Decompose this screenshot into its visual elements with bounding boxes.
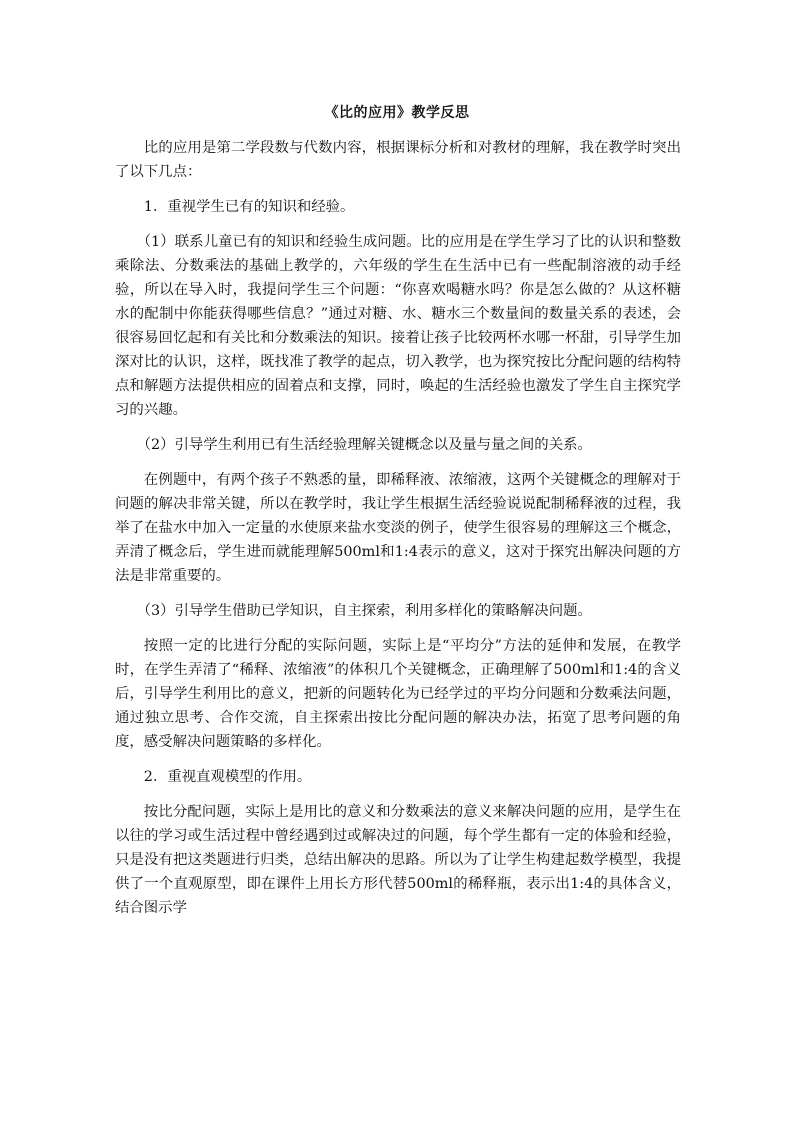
heading-point-1-2: （2）引导学生利用已有生活经验理解关键概念以及量与量之间的关系。 xyxy=(136,437,592,453)
paragraph-point-1-2: 在例题中，有两个孩子不熟悉的量，即稀释液、浓缩液，这两个关键概念的理解对于问题的解决非常关键，所以在教学时，我让学生根据生活经验说说配制稀释液的过程，我举了在盐水中加入一定量的水使原来盐水变淡的例子，使学生很容易的理解这三个概念，弄清了概念后，学生进而就能理解500ml和1:4表示的意义，这对于探究出解决问题的方法是非常重要的。 xyxy=(115,472,681,584)
heading-point-1: 1．重视学生已有的知识和经验。 xyxy=(143,199,355,215)
document-title: 《比的应用》教学反思 xyxy=(324,105,470,121)
paragraph-point-2: 按比分配问题，实际上是用比的意义和分数乘法的意义来解决问题的应用，是学生在以往的学习或生活过程中曾经遇到过或解决过的问题，每个学生都有一定的体验和经验，只是没有把这类题进行归类，总结出解决的思路。所以为了让学生构建起数学模型，我提供了一个直观原型，即在课件上用长方形代替500ml的稀释瓶，表示出1:4的具体含义，结合图示学 xyxy=(115,804,681,916)
paragraph-point-1-1: （1）联系儿童已有的知识和经验生成问题。比的应用是在学生学习了比的认识和整数乘除法、分数乘法的基础上教学的，六年级的学生在生活中已有一些配制溶液的动手经验，所以在导入时，我提问学生三个问题：“你喜欢喝糖水吗？你是怎么做的？从这杯糖水的配制中你能获得哪些信息？”通过对糖、水、糖水三个数量间的数量关系的表述，会很容易回忆起和有关比和分数乘法的知识。接着让孩子比较两杯水哪一杯甜，引导学生加深对比的认识，这样，既找准了教学的起点，切入教学，也为探究按比分配问题的结构特点和解题方法提供相应的固着点和支撑，同时，唤起的生活经验也激发了学生自主探究学习的兴趣。 xyxy=(115,234,681,418)
document-body xyxy=(115,136,681,931)
paragraph-intro: 比的应用是第二学段数与代数内容，根据课标分析和对教材的理解，我在教学时突出了以下几点： xyxy=(115,140,681,180)
paragraph-point-1-3: 按照一定的比进行分配的实际问题，实际上是“平均分”方法的延伸和发展，在教学时，在学生弄清了“稀释、浓缩液”的体积几个关键概念，正确理解了500ml和1:4的含义后，引导学生利用比的意义，把新的问题转化为已经学过的平均分问题和分数乘法问题，通过独立思考、合作交流，自主探索出按比分配问题的解决办法，拓宽了思考问题的角度，感受解决问题策略的多样化。 xyxy=(115,638,681,750)
heading-point-1-3: （3）引导学生借助已学知识，自主探索，利用多样化的策略解决问题。 xyxy=(136,603,592,619)
heading-point-2: 2．重视直观模型的作用。 xyxy=(143,769,312,785)
